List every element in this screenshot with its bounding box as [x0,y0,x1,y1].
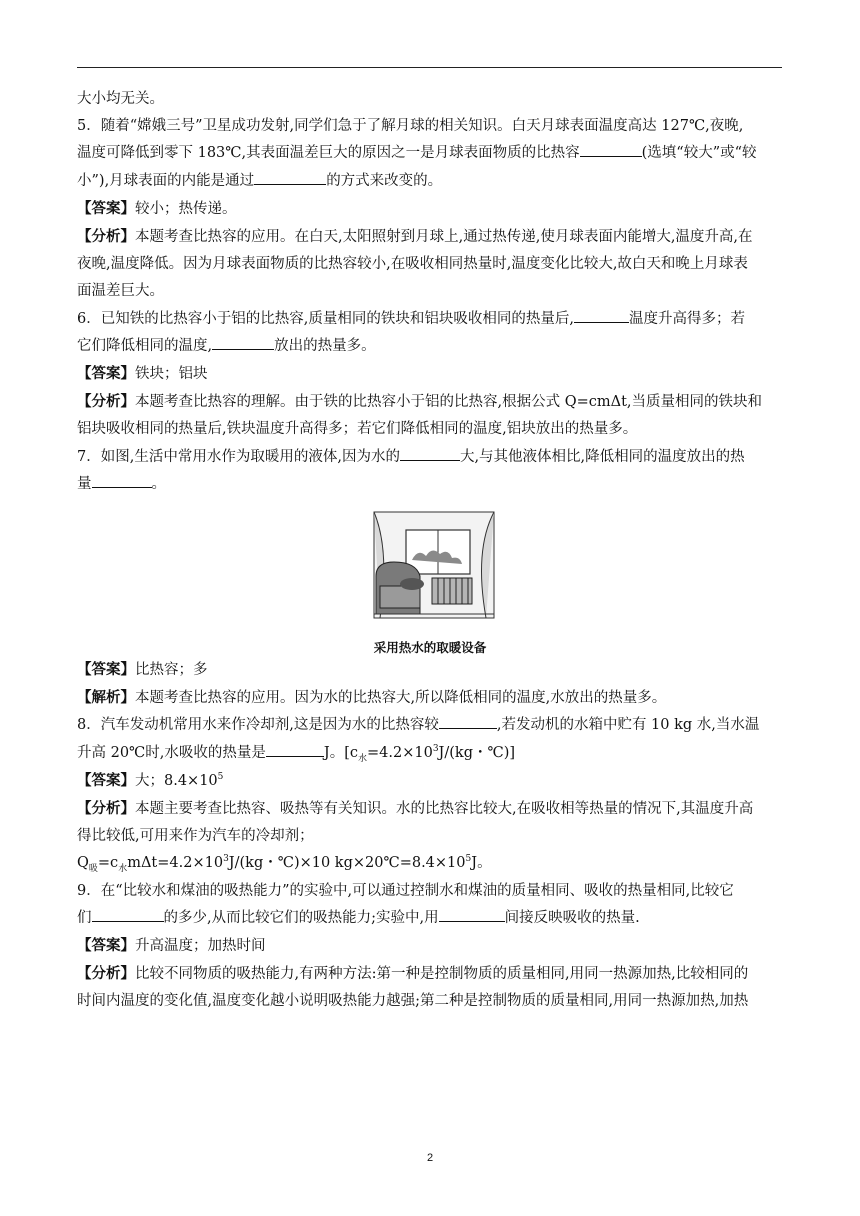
fill-blank [400,444,460,461]
question-9-line: 们 的多少,从而比较它们的吸热能力;实验中,用 间接反映吸收的热量. [77,905,783,932]
fill-blank [574,306,629,323]
heating-figure [77,510,783,656]
analysis-8: 【分析】本题主要考查比热容、吸热等有关知识。水的比热容比较大,在吸收相等热量的情况下,其温度升高 [77,800,754,818]
question-6: 6．已知铁的比热容小于铝的比热容,质量相同的铁块和铝块吸收相同的热量后, 温度升高得多；若 [77,306,783,333]
answer-7: 【答案】比热容；多 [77,661,208,679]
formula-line: $Q_吸=c_水m\Delta t=4.2\times 10^3J/(kg$・℃)×10 $kg\times 20℃=8.4\times 10^5J$。 [77,854,492,875]
question-9: 9．在“比较水和煤油的吸热能力”的实验中,可以通过控制水和煤油的质量相同、吸收的热量相同,比较它 [77,882,734,899]
answer-6: 【答案】铁块；铝块 [77,365,208,383]
question-5-line: 小”),月球表面的内能是通过 的方式来改变的。 [77,168,783,195]
page-number: 2 [426,1152,434,1164]
answer-9: 【答案】升高温度；加热时间 [77,937,266,955]
fill-blank [254,168,326,185]
text-line: 大小均无关。 [77,91,164,107]
question-8-line: 升高 20℃时,水吸收的热量是 J。[$c_水=4.2\times 10^3J/(kg$・℃)] [77,740,783,767]
analysis-9: 【分析】比较不同物质的吸热能力,有两种方法:第一种是控制物质的质量相同,用同一热源加热,比较相同的 [77,965,749,983]
header-rule [77,67,782,68]
analysis-6-line: 铝块吸收相同的热量后,铁块温度升高得多；若它们降低相同的温度,铝块放出的热量多。 [77,421,638,438]
analysis-5-line: 面温差巨大。 [77,283,164,300]
fill-blank [92,905,164,922]
answer-5: 【答案】较小；热传递。 [77,199,237,217]
fill-blank [212,333,274,350]
fill-blank [580,140,642,157]
question-7-line: 量 。 [77,471,783,498]
fill-blank [266,740,324,757]
analysis-6: 【分析】本题考查比热容的理解。由于铁的比热容小于铝的比热容,根据公式 Q=cmΔt,当质量相同的铁块和 [77,393,763,411]
fill-blank [92,471,152,488]
analysis-8-line: 得比较低,可用来作为汽车的冷却剂； [77,828,314,845]
answer-8: 【答案】大；$8.4\times 10^5$ [77,771,224,789]
analysis-5: 【分析】本题考查比热容的应用。在白天,太阳照射到月球上,通过热传递,使月球表面内能增大,温度升高,在 [77,228,753,246]
question-5: 5．随着“嫦娥三号”卫星成功发射,同学们急于了解月球的相关知识。白天月球表面温度高达 127℃,夜晚, [77,118,744,135]
question-8: 8．汽车发动机常用水来作冷却剂,这是因为水的比热容较 ,若发动机的水箱中贮有 10 kg 水,当水温 [77,712,783,739]
question-7: 7．如图,生活中常用水作为取暖用的液体,因为水的 大,与其他液体相比,降低相同的温度放出的热 [77,444,783,471]
fill-blank [439,905,505,922]
question-5-line: 温度可降低到零下 183℃,其表面温差巨大的原因之一是月球表面物质的比热容 (选填“较大”或“较 [77,140,783,167]
question-6-line: 它们降低相同的温度, 放出的热量多。 [77,333,783,360]
document-body [77,86,783,1016]
analysis-9-line: 时间内温度的变化值,温度变化越小说明吸热能力越强;第二种是控制物质的质量相同,用同一热源加热,加热 [77,993,749,1010]
analysis-5-line: 夜晚,温度降低。因为月球表面物质的比热容较小,在吸收相同热量时,温度变化比较大,故白天和晚上月球表 [77,256,748,273]
fill-blank [439,712,497,729]
figure-caption: 采用热水的取暖设备 [373,640,487,656]
radiator-illustration [370,510,498,622]
solution-7: 【解析】本题考查比热容的应用。因为水的比热容大,所以降低相同的温度,水放出的热量多。 [77,689,667,707]
